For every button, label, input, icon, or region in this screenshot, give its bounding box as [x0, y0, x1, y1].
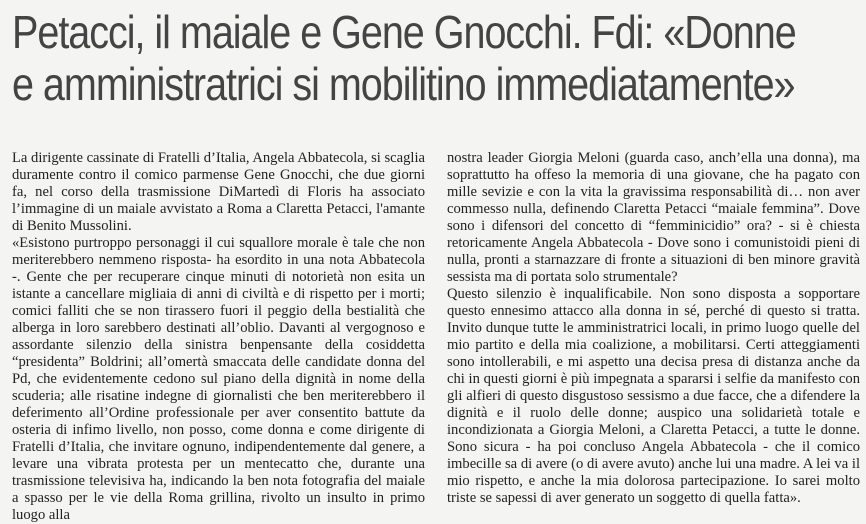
- paragraph: nostra leader Giorgia Meloni (guarda caso, anch’ella una donna), ma soprattutto ha offeso la memoria di una giovane, che ha pagato con mille sevizie e con la vita la gravissima responsabilità di… non aver commesso nulla, definendo Claretta Petacci “maiale femmina”. Dove sono i difensori del concetto di “femminicidio” ora? - si è chiesta retoricamente Angela Abbatecola - Dove sono i comunistoidi pieni di nulla, pronti a starnazzare di fronte a situazioni di ben minore gravità sessista ma di portata solo strumentale?: [447, 150, 860, 285]
- article-headline: [12, 6, 866, 110]
- paragraph: Questo silenzio è inqualificabile. Non sono disposta a sopportare questo ennesimo attacco alla donna in sé, perché di questo si tratta. Invito dunque tutte le amministratrici locali, in primo luogo quelle del mio partito e della mia coalizione, a mobilitarsi. Certi atteggiamenti sono intollerabili, e mi aspetto una decisa presa di distanza anche da chi in questi giorni è più impegnata a spararsi i selfie da manifesto con gli alfieri di questo disgustoso sessismo a due facce, che a difendere la dignità e il ruolo delle donne; auspico una solidarietà totale e incondizionata a Giorgia Meloni, a Claretta Petacci, a tutte le donne. Sono sicura - ha poi concluso Angela Abbatecola - che il comico imbecille sa di avere (o di avere avuto) anche lui una madre. A lei va il mio rispetto, e anche la mia dolorosa partecipazione. Io sarei molto triste se sapessi di aver generato un soggetto di quella fatta».: [447, 286, 860, 506]
- headline-line-2: e amministratrici si mobilitino immediatamente»: [12, 58, 795, 110]
- right-column: [447, 150, 860, 524]
- left-column: [12, 150, 425, 524]
- paragraph: «Esistono purtroppo personaggi il cui squallore morale è tale che non meriterebbero nemmeno risposta- ha esordito in una nota Abbatecola -. Gente che per recuperare cinque minuti di notorietà non esita un istante a cancellare migliaia di anni di civiltà e di rispetto per i morti; comici falliti che se non tirassero fuori il peggio della bestialità che alberga in loro sarebbero destinati all’oblio. Davanti al vergognoso e assordante silenzio della sinistra benpensante della cosiddetta “presidenta” Boldrini; all’omertà smaccata delle candidate donna del Pd, che evidentemente cedono sul piano della dignità in nome della scuderia; alle risatine indegne di giornalisti che ben meriterebbero il deferimento all’Ordine professionale per aver consentito battute da osteria di infimo livello, non posso, come donna e come dirigente di Fratelli d’Italia, che invitare ognuno, indipendentemente dal genere, a levare una vibrata protesta per un mentecatto che, durante una trasmissione televisiva ha, indicando la ben nota fotografia del maiale a spasso per le vie della Roma grillina, rivolto un insulto in primo luogo alla: [12, 235, 425, 523]
- article-body: [12, 150, 860, 524]
- headline-line-1: Petacci, il maiale e Gene Gnocchi. Fdi: «Donne: [12, 6, 796, 58]
- paragraph: La dirigente cassinate di Fratelli d’Italia, Angela Abbatecola, si scaglia duramente contro il comico parmense Gene Gnocchi, che due giorni fa, nel corso della trasmissione DiMartedì di Floris ha associato l’immagine di un maiale avvistato a Roma a Claretta Petacci, l'amante di Benito Mussolini.: [12, 150, 425, 234]
